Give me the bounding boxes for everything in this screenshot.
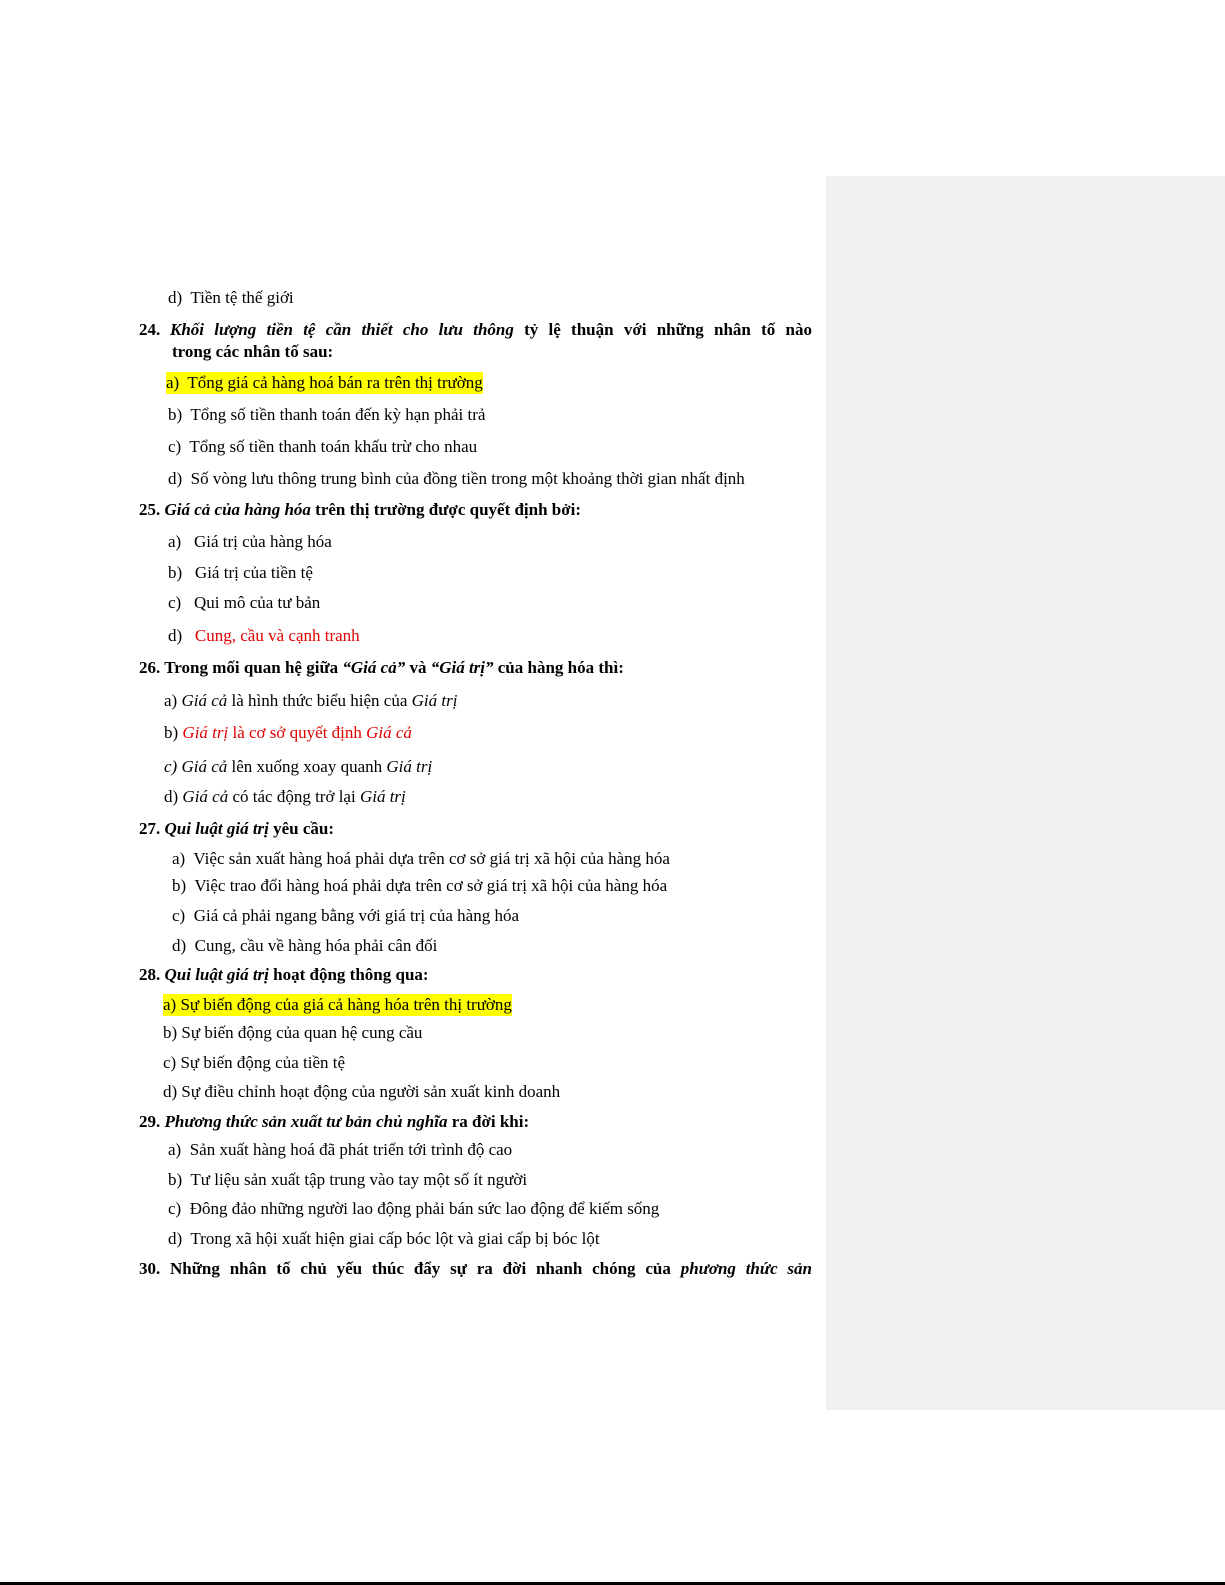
option-25-c: c) Qui mô của tư bản — [168, 593, 321, 612]
question-26: 26. Trong mối quan hệ giữa “Giá cả” và “Giá trị” của hàng hóa thì: — [139, 658, 624, 677]
option-24-b: b) Tổng số tiền thanh toán đến kỳ hạn phải trả — [168, 405, 486, 424]
question-29: 29. Phương thức sản xuất tư bản chủ nghĩa ra đời khi: — [139, 1112, 530, 1131]
option-27-c: c) Giá cả phải ngang bằng với giá trị của hàng hóa — [172, 906, 519, 925]
option-24-c: c) Tổng số tiền thanh toán khấu trừ cho nhau — [168, 437, 478, 456]
option-25-d: d) Cung, cầu và cạnh tranh — [168, 626, 360, 645]
question-30-text: Những nhân tố chủ yếu thúc đẩy sự ra đời nhanh chóng của phương thức sản — [170, 1259, 812, 1278]
option-26-a: a) Giá cả là hình thức biểu hiện của Giá trị — [164, 691, 458, 710]
question-27: 27. Qui luật giá trị yêu cầu: — [139, 819, 335, 838]
comment-pane — [826, 176, 1225, 1410]
option-27-b: b) Việc trao đổi hàng hoá phải dựa trên cơ sở giá trị xã hội của hàng hóa — [172, 876, 668, 895]
option-24-d: d) Số vòng lưu thông trung bình của đồng tiền trong một khoảng thời gian nhất định — [168, 469, 745, 488]
option-24-a: a) Tổng giá cả hàng hoá bán ra trên thị trường — [166, 373, 483, 392]
option-25-a: a) Giá trị của hàng hóa — [168, 532, 332, 551]
option-27-a: a) Việc sản xuất hàng hoá phải dựa trên cơ sở giá trị xã hội của hàng hóa — [172, 849, 670, 868]
question-24-number: 24. — [139, 320, 161, 339]
option-29-d: d) Trong xã hội xuất hiện giai cấp bóc lột và giai cấp bị bóc lột — [168, 1229, 600, 1248]
question-24-text: Khối lượng tiền tệ cần thiết cho lưu thông tỷ lệ thuận với những nhân tố nào — [170, 320, 812, 339]
option-28-a: a) Sự biến động của giá cả hàng hóa trên thị trường — [163, 995, 512, 1014]
option-28-b: b) Sự biến động của quan hệ cung cầu — [163, 1023, 423, 1042]
question-30-number: 30. — [139, 1259, 161, 1278]
question-28: 28. Qui luật giá trị hoạt động thông qua: — [139, 965, 429, 984]
option-26-d: d) Giá cả có tác động trở lại Giá trị — [164, 787, 406, 806]
option-prev-d: d) Tiền tệ thế giới — [168, 288, 294, 307]
option-29-b: b) Tư liệu sản xuất tập trung vào tay một số ít người — [168, 1170, 528, 1189]
option-28-c: c) Sự biến động của tiền tệ — [163, 1053, 346, 1072]
option-29-c: c) Đông đảo những người lao động phải bán sức lao động để kiếm sống — [168, 1199, 660, 1218]
option-27-d: d) Cung, cầu về hàng hóa phải cân đối — [172, 936, 438, 955]
option-26-c: c) Giá cả lên xuống xoay quanh Giá trị — [164, 757, 433, 776]
option-25-b: b) Giá trị của tiền tệ — [168, 563, 313, 582]
option-28-d: d) Sự điều chỉnh hoạt động của người sản xuất kinh doanh — [163, 1082, 561, 1101]
question-25: 25. Giá cả của hàng hóa trên thị trường được quyết định bởi: — [139, 500, 582, 519]
question-24-text-cont: trong các nhân tố sau: — [172, 342, 334, 361]
option-29-a: a) Sản xuất hàng hoá đã phát triển tới trình độ cao — [168, 1140, 513, 1159]
option-26-b: b) Giá trị là cơ sở quyết định Giá cả — [164, 723, 412, 742]
